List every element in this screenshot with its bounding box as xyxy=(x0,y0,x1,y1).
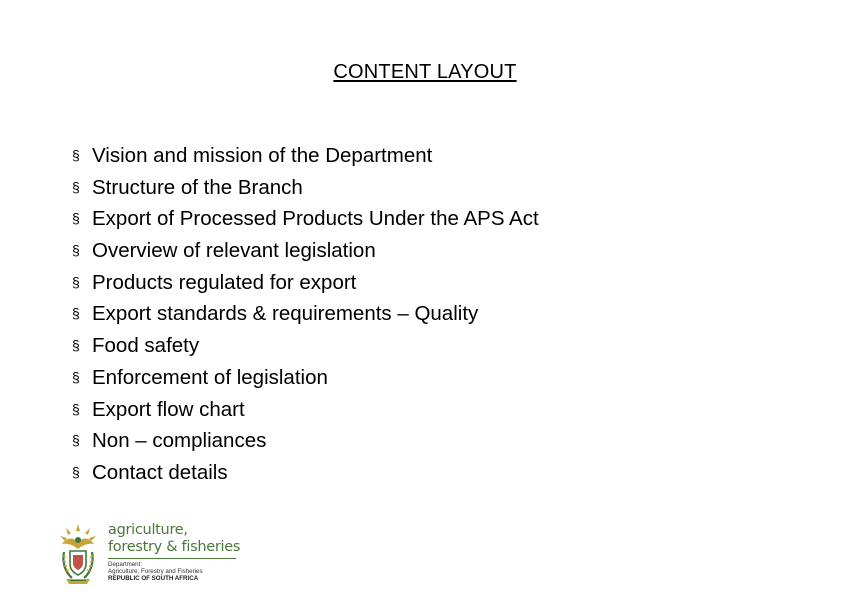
list-item-text: Overview of relevant legislation xyxy=(92,239,376,263)
logo-divider xyxy=(108,558,236,559)
logo-wordmark xyxy=(108,522,240,583)
bullet-icon: § xyxy=(72,210,80,227)
list-item xyxy=(72,174,539,206)
list-item-text: Food safety xyxy=(92,334,200,358)
list-item-text: Contact details xyxy=(92,460,228,484)
logo-dept-line: Department: xyxy=(108,561,143,568)
list-item-text: Export of Processed Products Under the APS Act xyxy=(92,207,539,231)
bullet-icon: § xyxy=(72,178,80,195)
slide-title: CONTENT LAYOUT xyxy=(333,61,517,83)
list-item xyxy=(72,364,539,396)
logo-country-line: REPUBLIC OF SOUTH AFRICA xyxy=(108,575,199,583)
list-item-text: Enforcement of legislation xyxy=(92,365,328,389)
list-item xyxy=(72,459,539,491)
bullet-icon: § xyxy=(72,273,80,290)
bullet-icon: § xyxy=(72,400,80,417)
bullet-icon: § xyxy=(72,337,80,354)
bullet-icon: § xyxy=(72,147,80,163)
bullet-icon: § xyxy=(72,242,80,259)
logo-dept-line: Agriculture, Forestry and Fisheries xyxy=(108,568,203,576)
bullet-icon: § xyxy=(72,368,80,385)
list-item-text: Products regulated for export xyxy=(92,270,357,294)
list-item-text: Structure of the Branch xyxy=(92,175,303,199)
list-item xyxy=(72,205,539,237)
bullet-icon: § xyxy=(72,432,80,449)
list-item-text: Vision and mission of the Department xyxy=(92,144,433,167)
list-item xyxy=(72,237,539,269)
content-bullet-list xyxy=(72,142,539,491)
list-item xyxy=(72,332,539,364)
list-item xyxy=(72,300,539,332)
list-item xyxy=(72,269,539,301)
list-item xyxy=(72,427,539,459)
department-logo xyxy=(56,522,256,588)
list-item-text: Export flow chart xyxy=(92,397,245,421)
list-item xyxy=(72,142,539,174)
logo-name-line: forestry & fisheries xyxy=(108,539,241,555)
list-item xyxy=(72,396,539,428)
list-item-text: Non – compliances xyxy=(92,429,267,453)
logo-name-line: agriculture, xyxy=(108,522,188,538)
bullet-icon: § xyxy=(72,463,80,480)
bullet-icon: § xyxy=(72,305,80,322)
coat-of-arms-icon xyxy=(56,522,100,586)
list-item-text: Export standards & requirements – Quality xyxy=(92,302,479,326)
